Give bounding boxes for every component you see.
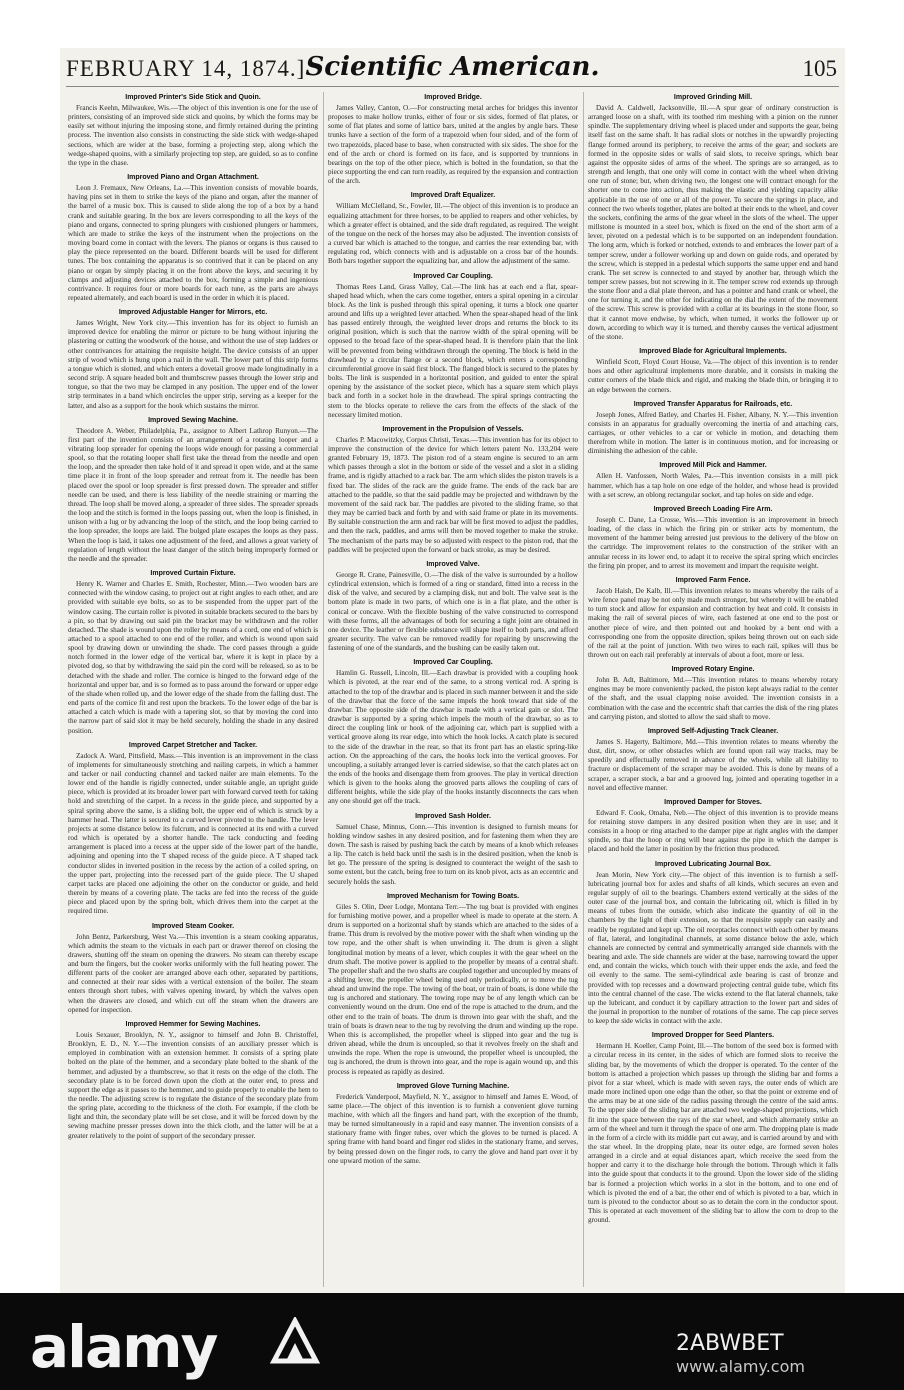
article bbox=[328, 425, 578, 555]
article-body: Allen H. Vanfossen, North Wales, Pa.—This invention consists in a mill pick hammer, which has a tap hole on one edge of the holder, and whose head is provided with a set screw, an oblong rectangular socket, and tap holes on side and edge. bbox=[588, 472, 838, 499]
publication-title: Scientific American. bbox=[305, 52, 600, 82]
article-body: Joseph C. Dane, La Crosse, Wis.—This invention is an improvement in breech loading, of the class in which the firing pin or striker acts by momentum, the movement of the hammer being arrested just previous to the delivery of the blow on the cartridge. The improvement relates to the construction of the striker with an annular recess in its lower end, to adapt it to receive the spiral spring which encircles the firing pin proper, and to arrest its movement and impart the requisite weight. bbox=[588, 515, 838, 570]
article-heading: Improved Mill Pick and Hammer. bbox=[659, 462, 767, 470]
article-body: Hamlin G. Russell, Lincoln, Ill.—Each drawbar is provided with a coupling hook which is pivoted, at the rear end of the same, to a strong vertical rod. A spring is attached to the top of the drawbar and is placed in such manner between it and the side of the drawbar that the force of the same impels the hook toward that side of the drawbar. The opposite side of the drawbar is made with a vertical gain or slot. The drawbar is supported by a spring which impels the mouth of the drawbar, so as to direct the coupling link or hook of the adjoining car, which part is supplied with a vertical groove along its rear edge, into which the hook locks. A catch plate is secured to the side of the drawbar in the rear, so that its front part has an elastic spring-like action. On the approaching of the cars, the hooks lock into the vertical grooves. For uncoupling, a suitably arranged lever is carried sidewise, so that the catch plates act on the ends of the hooks and disengage them from grooves. The play in vertical direction which is given to the hooks along the grooved parts allows the coupling of cars of different heights, while the side play of the hooks instantly disconnects the cars when any one should get off the track. bbox=[328, 669, 578, 806]
article bbox=[328, 1082, 578, 1166]
article-heading: Improved Glove Turning Machine. bbox=[396, 1082, 510, 1090]
page-number: 105 bbox=[802, 56, 837, 81]
article bbox=[328, 191, 578, 266]
article-heading: Improved Piano and Organ Attachment. bbox=[127, 174, 259, 182]
article-heading: Improved Mechanism for Towing Boats. bbox=[386, 892, 520, 900]
article bbox=[588, 727, 838, 793]
article-heading: Improved Dropper for Seed Planters. bbox=[651, 1032, 775, 1040]
watermark-bar bbox=[0, 1293, 904, 1390]
article-body: John B. Adt, Baltimore, Md.—This invention relates to means whereby rotary engines may be more conveniently packed, the piston kept always radial to the center of the shaft, and the usual clapping noise avoided. The invention consists in a combination with the case and the eccentric shaft that carries the disk of the ring plates and carrying piston, and slotted to allow the said shaft to move. bbox=[588, 676, 838, 721]
article-heading: Improvement in the Propulsion of Vessels. bbox=[382, 425, 524, 433]
article-body: Leon J. Fremaux, New Orleans, La.—This invention consists of movable boards, having pins set in them to strike the keys of the piano and organ, after the manner of the barrel of a music box. This is caused to slide along the top of a box by a hand crank and suitable gearing. In the box are levers corresponding to all the keys of the piano and organs, connected to spring plungers with cushioned plungers or hammers, which are made to strike the keys of the instrument when the projections on the moving board come in contact with the levers. The pianos or organs is thus caused to play the piece represented on the board. Different boards will be used for different tunes. The box containing the apparatus is so contrived that it can be placed on any piano or organ by simply placing it on the front above the keys, and securing it by clamps and adjusting devices attached to the box, forming a simple and ingenious contrivance. It requires four or more boards for each tune, as the parts are always repeated alternately, and each board is used in the order in which it is placed. bbox=[68, 184, 318, 302]
article-heading: Improved Farm Fence. bbox=[675, 576, 751, 584]
article-body: Giles S. Olin, Deer Lodge, Montana Terr.—The tug boat is provided with engines for furnishing motive power, and a propeller wheel is made to operate at the stern. A drum is supported on a horizontal shaft by stands which are attached to the sides of a frame. This drum is revolved by the motive power with the shaft when winding up the tow rope, and the other shaft is when unwinding it. The drum is given a slight longitudinal motion by means of a lever, which couples it with the gear wheel on the drum shaft. The motive power is applied to the propeller by means of a central shaft. The propeller shaft and the two shafts are coupled together and uncoupled by means of a shifting lever, the propeller wheel being used only periodically, or to move the tug ahead and unwind the rope. The towing of the boat, or train of boats, is done while the tug is anchored and stationary. The towing rope may be of any length which can be conveniently wound on the drum. One end of the rope is attached to the drum, and the other end to the train of boats. The drum is thrown into gear with the shaft, and the train of boats is drawn near to the tug by revolving the drum and winding up the rope. When this is accomplished, the propeller wheel is slipped into gear and the tug is driven ahead, while the drum is uncoupled, so that it revolves freely on the shaft and unwinds the rope. When the rope is unwound, the propeller wheel is uncoupled, the tug is anchored, the drum is thrown into gear, and the rope is again wound up, and this process is repeated as rapidly as desired. bbox=[328, 902, 578, 1076]
article-body: Hermann H. Koeller, Camp Point, Ill.—The bottom of the seed box is formed with a circular recess in its center, in the sides of which are formed slots to receive the sliding bar, by the movements of which the dropper is operated. To the center of the bottom is attached a projection which passes up through the sliding bar and forms a pivot for a star wheel, which is made with seven rays, the outer ends of which are made more inclined upon one edge than the other, so that the point or extreme end of the arms may be at one side of the radius passing through the centre of the said arms. To the upper side of the sliding bar are attached two wedge-shaped projections, which fit into the space between the rays of the star wheel, and which alternately strike an arm of the wheel and turn it through the space of one arm. The dropping plate is made in the form of a circle with its middle part cut away, and is carried around by and with the star wheel. In the dropping plate, near its outer edge, are formed seven holes arranged in a circle and at equal distances apart, which receive the seed from the hopper and carry it to the discharge hole through the bottom. Through which it falls into the guide spout that conducts it to the ground. Upon the lower side of the sliding bar is formed a projection which works in a slot in the bottom, and to one end of which is pivoted the end of a bar, the other end of which is pivoted to a bar, which in turn is pivoted to the conductor about so as to detain the corn in the conductor spout. This is operated at each movement of the sliding bar to allow the corn to drop to the ground. bbox=[588, 1042, 838, 1225]
article-body: Jacob Haish, De Kalb, Ill.—This invention relates to means whereby the rails of a wire fence panel may be not only made much stronger, but whereby it will be enabled to turn stock and allow for expansion and contraction by heat and cold. It consists in making the rail of several pieces of wire, each fastened at one end to the post or another piece of wire, and then pointed out and hooked by a bent end with a corresponding one from the opposite direction, spikes being thrown out on each side of the rail at the point of junction. With two wires to each rail, spikes will thus be thrown out on each rail preferably at intervals of about a foot, more or less. bbox=[588, 586, 838, 659]
article bbox=[328, 658, 578, 806]
article bbox=[588, 576, 838, 660]
article-body: Winfield Scott, Floyd Court House, Va.—The object of this invention is to render hoes and other agricultural implements more durable, and it consists in making the cutter corners of the blade thick and rigid, and making the blade thin, or bringing it to an edge between the corners. bbox=[588, 358, 838, 394]
article bbox=[68, 93, 318, 168]
article bbox=[588, 505, 838, 571]
article-body: Louis Sexauer, Brooklyn, N. Y., assignor to himself and John B. Christoffel, Brooklyn, E. D., N. Y.—The invention consists of an auxiliary presser which is employed in combination with an extension hemmer. It consists of a spring plate bolted on the plate of the hemmer, and a secondary plate bolted to the shank of the hemmer, and adjusted by a thumbscrew, so that it rests on the edge of the cloth. The secondary plate is to be forced down upon the cloth at the outer end, to press and support the edge as it passes to the hemmer, and to guide properly to enable the hem to the needle. The adjusting screw is to regulate the distance of the secondary plate from the spring plate, according to the thickness of the cloth. For example, if the cloth be light and thin, the secondary plate will be set close, and it will be forced down by the sewing machine presser presses down into the thick cloth, and the latter will be at a greater relatively to the point of support of the secondary presser. bbox=[68, 1030, 318, 1140]
article-body: Theodore A. Weber, Philadelphia, Pa., assignor to Albert Lathrop Runyon.—The first part of the invention consists of an arrangement of a rotating looper and a vibrating loop spreader for opening the loops wide enough for passing a commercial spool, so that the rotating looper shall first take the thread from the needle and open the loop, and the spreader then take hold of it and spread it open wide, and at the same time place it in front of the loop spreader and retreat from it. The needle has been placed over the spool or loop spreader is first pressed down. The spreader and stiffer needle can be used, and there is less liability of the needle straining or marring the thread. The loop shall be moved along, a spreader of three sides. The spreader spreads the loop and the stitch is formed in the loops passing out, when the loop is finished, in unison with a lug or by advancing the loop of the stitch, and the loop being carried to the loop spreader, the loops are laid. The bulged plate escapes the loops as they pass. When the loop is laid, it takes one adjustment of the feed, and allows a great variety of regulation of length without the least danger of the stitch being improperly formed or the needle and the spreader. bbox=[68, 426, 318, 563]
article-heading: Improved Adjustable Hanger for Mirrors, etc. bbox=[118, 309, 268, 317]
article-heading: Improved Transfer Apparatus for Railroads, etc. bbox=[633, 400, 793, 408]
article-body: James S. Hagerty, Baltimore, Md.—This invention relates to means whereby the dust, dirt, snow, or other obstacles which are found upon rail way tracks, may be speedily and effectually removed in advance of the wheels, while all liability to fracture or displacement of the scraper may be avoided. This is done by means of a scraper, a scraper stock, a bar and a grooved lug, jointed and operating together in a novel and effective manner. bbox=[588, 737, 838, 792]
article-heading: Improved Printer's Side Stick and Quoin. bbox=[125, 94, 261, 101]
article-heading: Improved Draft Equalizer. bbox=[410, 192, 496, 200]
article-body: Edward F. Cook, Omaha, Neb.—The object of this invention is to provide means for retaining stove dampers in any desired position when they are in use; and it consists in a hoop or ring attached to the damper pipe at right angles with the damper spindle, so that the hoop or ring will bear against the pipe in which the damper is placed and hold the latter in position by the friction thus produced. bbox=[588, 808, 838, 854]
masthead bbox=[60, 52, 845, 96]
article-heading: Improved Blade for Agricultural Implements. bbox=[639, 348, 787, 356]
article-heading: Improved Sash Holder. bbox=[415, 812, 491, 820]
article-body: Zadock A. Ward, Pittsfield, Mass.—This invention is an improvement in the class of implements for simultaneously stretching and nailing carpets, in which a hammer and tacker or nail conducting channel and tacked nailer are main elements. To the lower end of the handle is rigidly connected, under suitable angle, an upright guide piece, which is provided at its broader lower part with forward curved teeth for taking hold and stretching of the carpet. In a recess in the guide piece, and supported by a spiral spring above the same, is a sliding bolt, the upper end of which is struck by a hammer head. The latter is secured to a curved lever pivoted to the handle. The lever projects at some distance below its fulcrum, and is connected at its end with a curved rod which is operated by a shorter handle. The tack conducting and feeding arrangement is placed into a recess at the upper side of the lower part of the handle, adjoining and opening into the T shaped recess of the guide piece. A T shaped tack conductor slides in inverted position in the recess by the action of a coiled spring, on the upper part, projecting into the recessed part of the guide piece. The U shaped carpet tacks are placed one adjoining the other on the conductor or guide, and held therein by means of a covering plate. The tacks are fed into the recess of the guide piece and placed upon by the spring bolt, which drives them into the carpet at the required time. bbox=[68, 751, 318, 916]
article-body: Thomas Rees Land, Grass Valley, Cal.—The link has at each end a flat, spear-shaped head which, when the cars come together, enters a spiral opening in a circular block. As the link is pushed through this spiral opening, it turns a block one quarter around and lifts up a weighted lever attached. When the spear-shaped head of the link has passed entirely through, the weighted lever drops and returns the block to its original position, which is such that the narrow width of the spiral opening will be opposed to the broad face of the spear-shaped head. It is therefore plain that the link will be prevented from being withdrawn through the opening. The block is held in the drawhead by a circular flange or a second block, which enters a corresponding circumferential groove in said first block. The flanged block is secured to the plates by bolts. The link is suspended in a horizontal position, and guided to enter the spiral opening by the assistance of the socket piece, which has a square stem which plays back and forth in a socket hole in the drawhead. The spiral springs contracting the stem to the blocks operate to relieve the cars from the effects of the slack of the necessary limited motion. bbox=[328, 282, 578, 419]
column-divider bbox=[583, 92, 584, 1287]
article-heading: Improved Valve. bbox=[426, 560, 480, 568]
masthead-rule bbox=[66, 86, 839, 87]
article bbox=[68, 173, 318, 303]
article-heading: Improved Self-Adjusting Track Cleaner. bbox=[647, 727, 779, 735]
article bbox=[68, 741, 318, 917]
article-body: Jean Morin, New York city.—The object of this invention is to furnish a self-lubricating journal box for axles and shafts of all kinds, which secures an even and regular supply of oil to the bearings. Chambers extend vertically at the sides of the outer case of the journal box, and contain the lubricating oil, which is filled in by means of tubes from the outside, which also indicate the quantity of oil in the chambers by the light of their extension, so that the requisite supply can easily and readily be regulated and kept up. The oil receptacles connect with each other by means of flat, lateral, and longitudinal channels, at some distance below the axle, which channels are connected by central and symmetrically arranged side channels with the bearing and axle. The side channels are wider at the base, narrowing toward the upper end, and contain the wicks, which touch with their upper ends the axle, and feed the oil evenly to the same. The semi-cylindrical axle bearing is cast of bronze and provided with top recesses and a downward projecting central guide tube, which fits into the central channel of the case. The wicks extend to the flat lateral channels, take up the lubricant, and conduct it by capillary attraction to the lower part and sides of the journal in proportion to the number of rotations of the same. The cap piece serves to keep the side wicks in contact with the axle. bbox=[588, 870, 838, 1026]
article bbox=[68, 308, 318, 411]
article bbox=[588, 347, 838, 395]
article bbox=[588, 461, 838, 499]
article-heading: Improved Damper for Stoves. bbox=[664, 798, 762, 806]
column-1 bbox=[68, 92, 318, 1287]
article bbox=[328, 812, 578, 887]
article-body: Henry K. Warner and Charles E. Smith, Rochester, Minn.—Two wooden bars are connected with the window casing, to project out at right angles to each other, and are provided with suitable eye bolts, so as to be suspended from the upper part of the window casing. The curtain roller is pivoted in suitable brackets secured to the bars by a pin, so that by drawing out said pin the bracket may be withdrawn and the roller detached. The shade is wound upon the roller by means of a cord, one end of which is attached to a spool attached to one end of the roller, and which is wound upon said spool by drawing down or unwinding the shade. The cord passes through a guide notch formed in the lower edge of the vertical bar, where it is kept in place by a pivoted dog, so that by withdrawing the said pin the cord will be released, so as to be detached with the shade and roller. The cornice is hinged to the forward edge of the horizontal and upper bar, and is so formed as to pass around the forward or upper edge of the shade when rolled up, and the lower edge of the shade from the falling dust. The end parts of the cornice fit and rest upon the brackets. To the lower edge of the bar is attached a catch which is made with a tapering slot, so that by moving the cord into the narrow part of said slot it may be held securely, holding the shade in any desired position. bbox=[68, 580, 318, 735]
article-heading: Improved Hemmer for Sewing Machines. bbox=[125, 1020, 261, 1028]
article-heading: Improved Carpet Stretcher and Tacker. bbox=[128, 741, 258, 749]
article-body: James Valley, Canton, O.—For constructing metal arches for bridges this inventor proposes to make hollow trunks, either of four or six sides, formed of flat plates, or some of flat plates and some of lattice bars, united at the angles by angle bars. These trunks have a section of the form of a trapezoid when four sided, and of the form of two trapezoids, placed base to base, when constructed with six sides. The shoe for the end of the arch or chord is formed on its face, and is supported by trunnions in bearings on the top of the other piece, which is bolted in the foundation, so that the piece supporting the end can turn readily, as required by the expansion and contraction of the arch. bbox=[328, 104, 578, 186]
article-heading: Improved Sewing Machine. bbox=[148, 416, 238, 424]
article bbox=[68, 569, 318, 736]
column-divider bbox=[323, 92, 324, 1287]
article bbox=[588, 665, 838, 722]
alamy-mark-icon bbox=[270, 1317, 320, 1365]
article bbox=[588, 400, 838, 457]
watermark-image-id: 2ABWBET bbox=[676, 1331, 784, 1356]
article bbox=[328, 93, 578, 186]
article bbox=[328, 560, 578, 653]
article-heading: Improved Car Coupling. bbox=[413, 272, 493, 280]
article-body: William McClelland, Sr., Fowler, Ill.—The object of this invention is to produce an equalizing attachment for three horses, to be applied to reapers and other vehicles, by which a greater effect is obtained, and the side draft regulated, as required. The weight of the tongue on the neck of the horses may also be adjusted. The invention consists of a curved bar which is attached to the tongue, and carries the rear extending bar, with regulating rod, which connects with and is adjustable on a cross bar of the hounds. Both bars together support the equalizing bar, and allow the adjustment of the same. bbox=[328, 202, 578, 266]
article-body: David A. Caldwell, Jacksonville, Ill.—A spur gear of ordinary construction is arranged loose on a shaft, with its toothed rim meshing with a pinion on the runner spindle. The supplementary driving wheel is placed under and supports the gear, being itself fast on the same shaft. It has radial slots or notches in the upwardly projecting flange formed around its periphery, to receive the arms of the gear; and sockets are formed in the opposite sides or walls of said slots, to receive springs, which bear against the opposite sides of arms of the wheel. The springs are so arranged, as to strength and length, that one only will come in contact with the wheel when driving one run of stone; but, when driving two, the longest one will contract enough for the shorter one to come into action, thus making the elastic and yielding capacity alike applicable in the use of one or all of the power. To secure the springs in place, and connect the two wheels together, plates are bolted at their ends to the wheel, and cover the sockets, confining the arms of the gear wheel in the slots of the wheel. The upper millstone is mounted in a steel box, which is fixed on the end of the short arm of a lever, pivoted on a pedestal which is to be supported on an independent foundation. The long arm, which is forked or notched, extends to and embraces the lower part of a temper screw, under a follower working up and down on guide rods, and operated by the screw, which is stepped in a pedestal which supports the same upper end and hand crank. The set screw is connected to and stayed by another bar, through which the temper screw passes, but not screwing in it. The temper screw rod extends up through the stone floor and a dial plate thereon, and has a pointer and hand crank or wheel, the one for turning it, and the other for indicating on the dial the extent of the movement of the screw. This screw is provided with a collar at its bearings in the stone floor, so that it cannot move endwise, by which, when turned, it works the follower up or down, according to which way it is turned, and thereby causes the vertical adjustment of the stone. bbox=[588, 104, 838, 341]
article bbox=[588, 860, 838, 1027]
article bbox=[68, 922, 318, 1015]
issue-date: FEBRUARY 14, 1874.] bbox=[66, 56, 306, 81]
watermark-logo: alamy bbox=[30, 1313, 217, 1381]
article-heading: Improved Breech Loading Fire Arm. bbox=[653, 505, 773, 513]
article-heading: Improved Bridge. bbox=[424, 94, 482, 101]
article-body: James Wright, New York city.—This invention has for its object to furnish an improved device for enabling the mirror or picture to be hung without injuring the plastering or cutting the woodwork of the house, and without the use of step ladders or other contrivances for attaining the requisite height. The device consists of an upper strip of wood which is hung upon a nail in the wall. The lower part of this strip forms a tongue which is slotted, and which enters a dovetail groove made longitudinally in a second strip. A square headed bolt and thumbscrew passes through the lower strip and tongue, so that the two may be clamped in any position. The upper end of the lower strip terminates in a band which encircles the upper strip, serving as a keeper for the latter, and also as a support for the hook which sustains the mirror. bbox=[68, 319, 318, 410]
article-heading: Improved Grinding Mill. bbox=[673, 94, 753, 101]
article bbox=[328, 892, 578, 1077]
article bbox=[68, 1020, 318, 1141]
article-body: John Bentz, Parkersburg, West Va.—This invention is a steam cooking apparatus, which admits the steam to the victuals in each part or drawer thereof on closing the drawers, shutting off the steam on opening the drawers. No steam can thereby escape and burn the fingers, but the cooker works uniformly with the full heating power. The different parts of the cooker are arranged above each other, separated by partitions, and connected at their rear sides with a vertical extension of the boiler. The steam enters through short tubes, with valves opening inward, by which the valves open when the drawers are closed, and which cut off the steam when the drawers are opened for inspection. bbox=[68, 932, 318, 1014]
article-heading: Improved Lubricating Journal Box. bbox=[655, 860, 771, 868]
article bbox=[328, 272, 578, 420]
article bbox=[588, 93, 838, 342]
article-body: Francis Keehn, Milwaukee, Wis.—The object of this invention is one for the use of printers, consisting of an improved side stick and quoins, by which the forms may be easily set without injuring the imposing stone, and firmly retained during the printing process. The invention also consists in constructing the side stick with wedge-shaped sections, which are wider at the base, forming a projecting step, along which the wedge-shaped quoins, with a similarly projecting top step, are guided, so as to confine the type in the chase. bbox=[68, 104, 318, 167]
article bbox=[588, 798, 838, 855]
article-body: Joseph Jones, Alfred Batley, and Charles H. Fisher, Albany, N. Y.—This invention consists in an apparatus for gradually overcoming the inertia of and attaching cars, carriages, or other vehicles to a car or vehicle in motion, and detaching them therefrom while in motion. The latter is in continuous motion, and for increasing or diminishing the adhesion of the cable. bbox=[588, 410, 838, 456]
article-heading: Improved Curtain Fixture. bbox=[150, 570, 236, 578]
column-2 bbox=[328, 92, 578, 1287]
article bbox=[588, 1031, 838, 1225]
article-body: Charles P. Macowitzky, Corpus Christi, Texas.—This invention has for its object to improve the construction of the device for which letters patent No. 133,204 were granted February 19, 1873. The piston rod of a steam engine is secured to an arm which passes through a slot in the bottom or side of the vessel and a slot in a sliding frame, and is rigidly attached to a rack bar. The arm which slides the piston travels is a fixed bar. The slides of the rack are the guide frame. The ends of the rack bar are attached to the paddle, so that the said paddle may be projected and withdrawn by the movement of the said rack bar. The paddles are pivoted to the sliding frame, so that they may be carried back and forth by and with said frame or plate in its movements. By suitable construction the arm and rack bar will be first moved to adjust the paddles, and then the rack, paddles, and arms will then be moved together to make the stroke. The mechanism of the parts may be so adjusted with respect to the piston rod, that the paddles will be projected upon the forward or back stroke, as may be desired. bbox=[328, 435, 578, 554]
article bbox=[68, 416, 318, 564]
article-body: Frederick Vanderpool, Mayfield, N. Y., assignor to himself and James E. Wood, of same place.—The object of this invention is to furnish a convenient glove turning machine, with which all the fingers and hand part, with the exception of the thumb, may be turned simultaneously in a rapid and easy manner. The invention consists of a stationary frame with finger tubes, over which the gloves to be turned is placed. A spring frame with hand board and finger rod slides in the stationary frame, and serves, by being pressed down on the finger rods, to carry the glove and hand part over it by one upward motion of the same. bbox=[328, 1092, 578, 1165]
article-heading: Improved Steam Cooker. bbox=[151, 922, 235, 930]
article-heading: Improved Car Coupling. bbox=[413, 659, 493, 667]
article-body: Samuel Chase, Minnus, Conn.—This invention is designed to furnish means for holding window sashes in any desired position, and for fastening them when they are down. The sash is raised by pushing back the catch by means of a knob which releases a lip. The catch is held back until the sash is in the desired position, when the knob is let go. The pressure of the spring is designed to counteract the weight of the sash to some extent, but the catch, being free to turn on its knob pivot, acts as an eccentric and securely holds the sash. bbox=[328, 822, 578, 886]
watermark-url: www.alamy.com bbox=[676, 1357, 805, 1376]
article-body: George R. Crane, Painesville, O.—The disk of the valve is surrounded by a hollow cylindrical extension, which is formed of a ring or standard, fitted into a recess in the disk of the valve, and secured by a clamping disk, nut and bolt. The valve seat is the bottom plate is made in two parts, of which one is in a flat plate, and the other is conical or concave. With the flexible bushing of the valve constructed to correspond with these forms, all the advantages of both for securing a tight joint are obtained in one device. The leather or flexible substance will shape itself to both parts, and afford greater security. The valve can be removed readily for repairing by unscrewing the fastening of one of the standards, and the bushing can be easily taken out. bbox=[328, 570, 578, 653]
article-heading: Improved Rotary Engine. bbox=[671, 666, 755, 674]
newspaper-page bbox=[60, 48, 845, 1293]
column-3 bbox=[588, 92, 838, 1287]
